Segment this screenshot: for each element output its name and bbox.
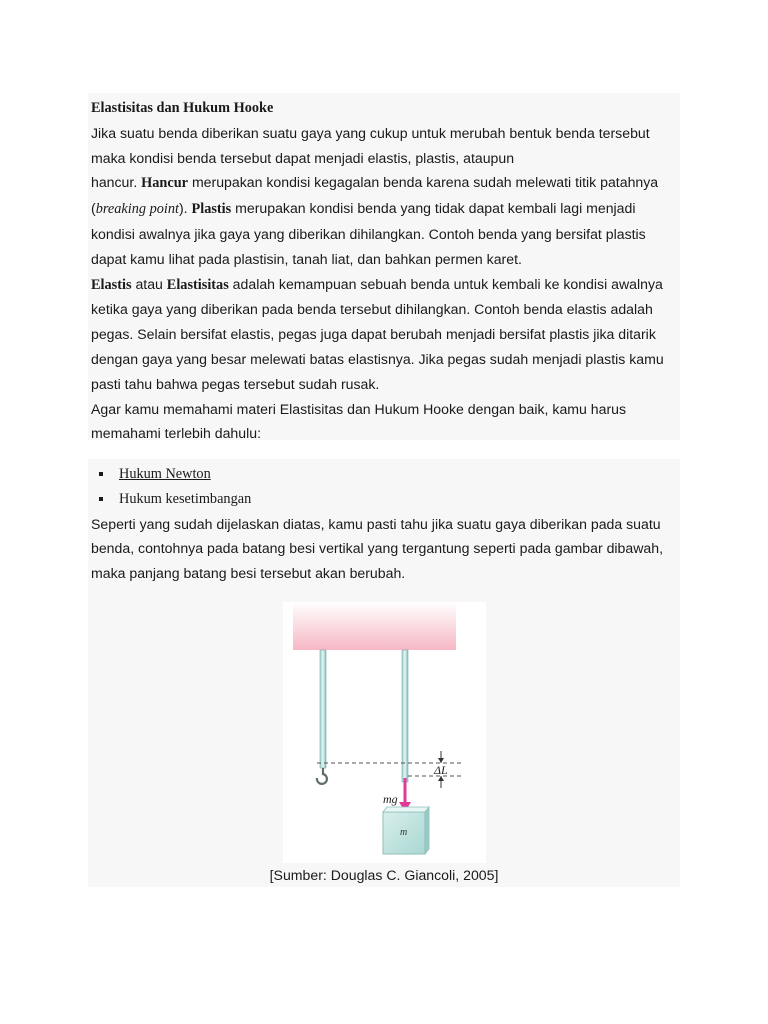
text-run: merupakan kondisi benda yang tidak dapat kembali lagi menjadi kondisi awalnya jika gaya yang diberikan dihilangkan. Contoh benda yang bersifat plastis dapat kamu lihat pada plastisin, tanah liat, dan bahkan permen karet. — [91, 200, 646, 267]
rod-left — [320, 650, 326, 768]
text-run: ). — [178, 200, 192, 217]
list-item[interactable] — [91, 462, 681, 487]
text-run: adalah kemampuan sebuah benda untuk kembali ke kondisi awalnya ketika gaya yang diberikan pada benda tersebut dihilangkan. Contoh benda elastis adalah pegas. Selain bersifat elastis, pegas juga dapat berubah menjadi bersifat plastis jika ditarik dengan gaya yang besar melewati batas elastisnya. Jika pegas sudah menjadi plastis kamu pasti tahu bahwa pegas tersebut sudah rusak. — [91, 275, 664, 392]
label-force: mg — [383, 792, 398, 806]
term-hancur: Hancur — [141, 175, 189, 192]
rod-right — [402, 650, 408, 782]
text-run: merupakan kondisi kegagalan benda karena sudah melewati titik patahnya ( — [91, 174, 659, 217]
paragraph-hancur-plastis — [91, 170, 681, 271]
term-plastis: Plastis — [191, 201, 232, 218]
hook-icon — [317, 768, 327, 784]
rod-diagram — [283, 602, 486, 863]
link-hukum-newton[interactable]: Hukum Newton — [119, 466, 211, 482]
term-breaking-point: breaking point — [95, 201, 179, 218]
ceiling — [293, 602, 456, 650]
list-item — [91, 487, 681, 512]
text-run: hancur. — [91, 174, 142, 191]
article-title: Elastisitas dan Hukum Hooke — [91, 100, 274, 116]
text-run: atau — [131, 275, 167, 292]
paragraph-example: Seperti yang sudah dijelaskan diatas, kamu pasti tahu jika suatu gaya diberikan pada suatu benda, contohnya pada batang besi vertikal yang tergantung seperti pada gambar dibawah, maka panjang batang besi tersebut akan berubah. — [91, 515, 663, 582]
paragraph-elastis — [91, 272, 681, 397]
figure-hanging-rod — [283, 602, 486, 863]
article-section-1 — [91, 96, 681, 446]
paragraph-intro: Jika suatu benda diberikan suatu gaya yang cukup untuk merubah bentuk benda tersebut maka kondisi benda tersebut dapat menjadi elastis, plastis, ataupun — [91, 124, 650, 166]
list-item-label: Hukum kesetimbangan — [119, 490, 252, 507]
label-mass: m — [400, 827, 408, 838]
figure-caption: [Sumber: Douglas C. Giancoli, 2005] — [269, 867, 499, 883]
article-section-2 — [91, 462, 681, 586]
paragraph-prerequisite: Agar kamu memahami materi Elastisitas dan Hukum Hooke dengan baik, kamu harus memahami terlebih dahulu: — [91, 400, 627, 442]
mass-block-side — [425, 807, 429, 854]
prerequisite-list — [91, 462, 681, 512]
mass-block-top — [383, 807, 429, 812]
label-delta-l: ΔL — [434, 763, 448, 777]
term-elastis: Elastis — [91, 276, 132, 293]
term-elastisitas: Elastisitas — [166, 276, 229, 293]
